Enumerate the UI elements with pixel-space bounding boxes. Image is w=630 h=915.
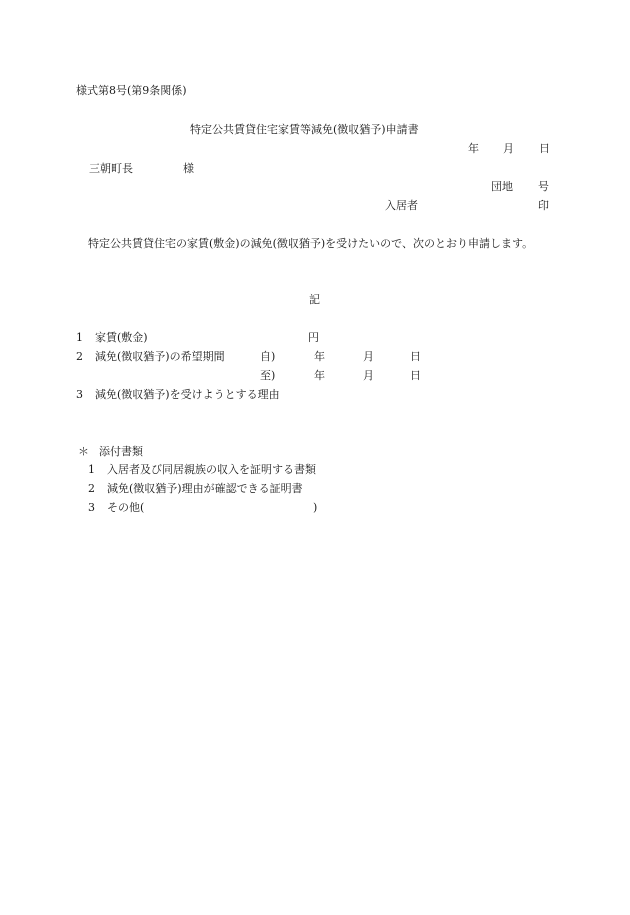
addressee-name: 三朝町長 xyxy=(89,162,133,175)
from-month: 月 xyxy=(363,350,374,363)
attachment-2-number: 2 xyxy=(88,482,95,495)
period-from: 自) xyxy=(260,350,276,363)
seal-label: 印 xyxy=(538,199,549,212)
number-label: 号 xyxy=(538,180,549,193)
to-month: 月 xyxy=(363,369,374,382)
resident-label: 入居者 xyxy=(385,199,418,212)
item-3-number: 3 xyxy=(76,388,83,401)
attachments-marker: ＊ xyxy=(78,445,89,458)
date-day: 日 xyxy=(539,142,550,155)
attachment-3-close: ) xyxy=(313,501,318,514)
from-year: 年 xyxy=(314,350,325,363)
attachments-heading: 添付書類 xyxy=(99,445,143,458)
form-title: 特定公共賃貸住宅家賃等減免(徴収猶予)申請書 xyxy=(190,123,419,136)
to-year: 年 xyxy=(314,369,325,382)
form-number: 様式第8号(第9条関係) xyxy=(76,84,187,97)
attachment-3-text: その他( xyxy=(107,501,145,514)
item-1-unit: 円 xyxy=(308,331,319,344)
date-month: 月 xyxy=(503,142,514,155)
item-3-label: 減免(徴収猶予)を受けようとする理由 xyxy=(95,388,280,401)
ki-heading: 記 xyxy=(309,293,320,306)
item-2-label: 減免(徴収猶予)の希望期間 xyxy=(95,350,225,363)
to-day: 日 xyxy=(410,369,421,382)
item-1-label: 家賃(敷金) xyxy=(95,331,148,344)
danchi-label: 団地 xyxy=(491,180,513,193)
date-year: 年 xyxy=(468,142,479,155)
attachment-3-number: 3 xyxy=(88,501,95,514)
attachment-1-number: 1 xyxy=(88,463,95,476)
from-day: 日 xyxy=(410,350,421,363)
attachment-1-text: 入居者及び同居親族の収入を証明する書類 xyxy=(107,463,316,476)
request-paragraph: 特定公共賃貸住宅の家賃(敷金)の減免(徴収猶予)を受けたいので、次のとおり申請します。 xyxy=(88,237,534,250)
addressee-honorific: 様 xyxy=(183,162,194,175)
item-1-number: 1 xyxy=(76,331,83,344)
attachment-2-text: 減免(徴収猶予)理由が確認できる証明書 xyxy=(107,482,303,495)
period-to: 至) xyxy=(260,369,276,382)
item-2-number: 2 xyxy=(76,350,83,363)
